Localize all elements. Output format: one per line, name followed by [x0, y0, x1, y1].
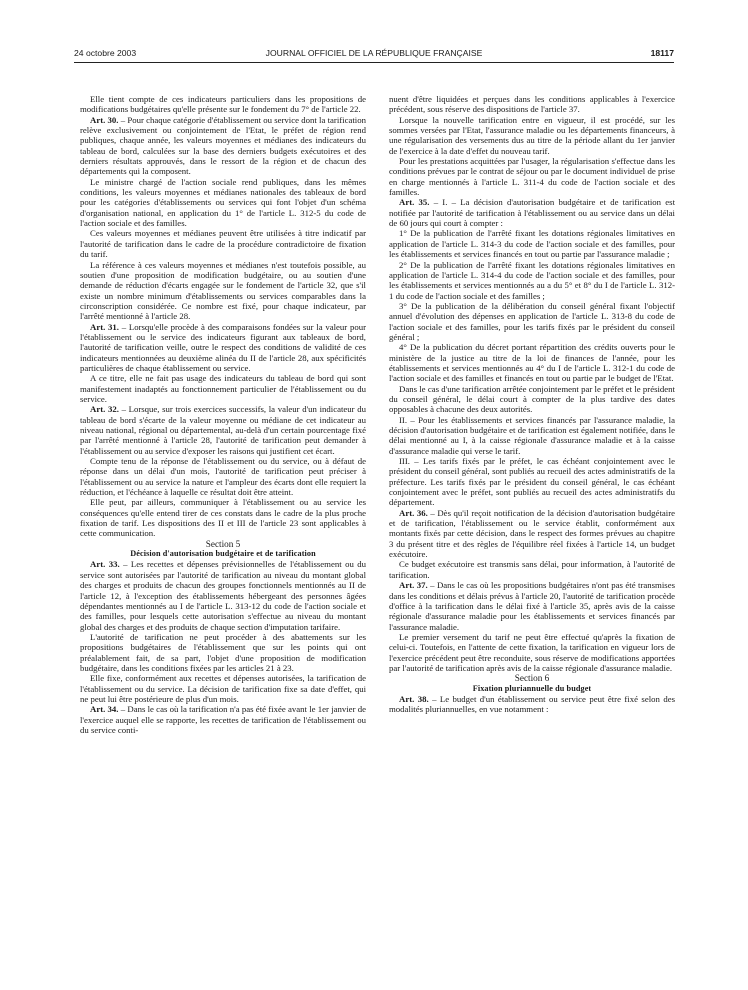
article-33 [80, 559, 366, 631]
paragraph: nuent d'être liquidées et perçues dans les conditions applicables à l'exercice précédent, sous réserve des dispositions de l'article 37. [389, 94, 675, 115]
paragraph: A ce titre, elle ne fait pas usage des indicateurs du tableau de bord qui sont manifestement inadaptés au fonctionnement particulier de l'établissement ou du service. [80, 373, 366, 404]
article-36 [389, 508, 675, 560]
header-page-number: 18117 [650, 48, 674, 58]
article-label: Art. 33. [90, 559, 120, 570]
paragraph: Dans le cas d'une tarification arrêtée conjointement par le préfet et le président du conseil général, le délai court à compter de la plus tardive des dates opposables à chacune des deux autorités. [389, 383, 675, 415]
paragraph: 2° De la publication de l'arrêté fixant les dotations régionales limitatives en application de l'article L. 314-4 du code de l'action sociale et des familles, pour les établissements et services mentionnés au a du 5° et 8° du I de l'article L. 312-1 du code de l'action sociale et des familles ; [389, 259, 675, 301]
article-text: – Lorsqu'elle procède à des comparaisons fondées sur la valeur pour l'établissement ou le service des indicateurs figurant aux tableaux de bord, l'autorité de tarification veille, outre le respect des conditions de validité de ces indicateurs mentionnées au deuxième alinéa du II de l'article 28, aux spécificités particulières de chaque établissement ou service. [80, 321, 366, 373]
article-31 [80, 322, 366, 374]
paragraph: 1° De la publication de l'arrêté fixant les dotations régionales limitatives en application de l'article L. 314-3 du code de l'action sociale et des familles, pour les établissements et services financés en tout ou partie par l'assurance maladie ; [389, 228, 675, 260]
section-title: Décision d'autorisation budgétaire et de tarification [130, 549, 316, 559]
paragraph: Pour les prestations acquittées par l'usager, la régularisation s'effectue dans les conditions prévues par le contrat de séjour ou par le document individuel de prise en charge mentionnés à l'article L. 311-4 du code de l'action sociale et des familles. [389, 156, 675, 198]
page-header [74, 48, 674, 62]
article-text: – Les recettes et dépenses prévisionnelles de l'établissement ou du service sont autorisées par l'autorité de tarification au niveau du montant global des charges et produits de chacun des groupes fonctionnels mentionnés au II de l'article 12, à l'exception des établissements hébergeant des personnes âgées dépendantes mentionnés au I de l'article L. 313-12 du code de l'action sociale et des familles, pour lesquels cette autorisation s'effectue au niveau du montant global des charges et des produits de chaque section d'imputation tarifaire. [80, 559, 366, 632]
article-34 [80, 704, 366, 735]
article-text: – Dans le cas où la tarification n'a pas été fixée avant le 1er janvier de l'exercice auquel elle se rapporte, les recettes de tarification de l'établissement ou du service conti- [80, 704, 366, 735]
article-35 [389, 197, 675, 228]
paragraph: Ce budget exécutoire est transmis sans délai, pour information, à l'autorité de tarification. [389, 559, 675, 580]
article-30 [80, 115, 366, 177]
paragraph: Ces valeurs moyennes et médianes peuvent être utilisées à titre indicatif par l'autorité de tarification dans le cadre de la procédure contradictoire de fixation du tarif. [80, 228, 366, 260]
section-title: Fixation pluriannuelle du budget [472, 683, 592, 693]
paragraph: Compte tenu de la réponse de l'établissement ou du service, ou à défaut de réponse dans un délai d'un mois, l'autorité de tarification peut préciser à l'établissement ou au service la nature et l'ampleur des écarts dont elle requiert la réduction, et l'échéance à laquelle ce résultat doit être atteint. [80, 456, 366, 498]
header-date: 24 octobre 2003 [74, 48, 137, 58]
paragraph: 4° De la publication du décret portant répartition des crédits ouverts pour le ministère de la justice au titre de la loi de finances de l'année, pour les établissements et services mentionnés au 4° du I de l'article L. 312-1 du code de l'action sociale et des familles et financés en tout ou partie par le budget de l'Etat. [389, 342, 675, 384]
section-heading: Section 6 [514, 673, 550, 684]
article-37 [389, 580, 675, 632]
paragraph: 3° De la publication de la délibération du conseil général fixant l'objectif annuel d'évolution des dépenses en application de l'article L. 313-8 du code de l'action sociale et des familles, pour les tarifs fixés par le président du conseil général ; [389, 300, 675, 342]
article-label: Art. 32. [90, 404, 119, 415]
article-label: Art. 30. [90, 114, 119, 125]
article-label: Art. 36. [399, 507, 428, 518]
article-label: Art. 37. [399, 580, 428, 591]
paragraph: Elle fixe, conformément aux recettes et dépenses autorisées, la tarification de l'établissement ou du service. La décision de tarification fixe sa date d'effet, qui ne peut lui être postérieure de plus d'un mois. [80, 673, 366, 704]
paragraph: Lorsque la nouvelle tarification entre en vigueur, il est procédé, sur les sommes versées par l'Etat, l'assurance maladie ou les départements financeurs, à une régularisation des versements dus au titre de la période allant du 1er janvier de l'exercice à la date d'effet du nouveau tarif. [389, 114, 675, 156]
article-text: – Pour chaque catégorie d'établissement ou service dont la tarification relève exclusivement ou conjointement de l'Etat, le préfet de région rend publiques, chaque année, les valeurs moyennes et médianes des indicateurs du tableau de bord, calculées sur la base des derniers budgets exécutoires et des derniers résultats approuvés, dans le ressort de la région et de chacun des départements qui la composent. [80, 114, 366, 177]
paragraph: Le ministre chargé de l'action sociale rend publiques, dans les mêmes conditions, les valeurs moyennes et médianes nationales des tableaux de bord pour les catégories d'établissements ou services qui font l'objet d'un schéma d'organisation national, en application du 1° de l'article L. 312-5 du code de l'action sociale et des familles. [80, 176, 366, 229]
paragraph: III. – Les tarifs fixés par le préfet, le cas échéant conjointement avec le président du conseil général, sont publiés au recueil des actes administratifs de la préfecture. Les tarifs fixés par le président du conseil général, le cas échéant conjointement avec le préfet, sont publiés au recueil des actes administratifs du département. [389, 456, 675, 508]
article-text: – Dès qu'il reçoit notification de la décision d'autorisation budgétaire et de tarification, l'établissement ou le service établit, conformément aux montants fixés par cette décision, dans le respect des formes prévues au chapitre 3 du présent titre et des règles de l'équilibre réel fixées à l'article 14, un budget exécutoire. [389, 507, 675, 560]
right-column [389, 94, 675, 979]
article-text: – Lorsque, sur trois exercices successifs, la valeur d'un indicateur du tableau de bord s'écarte de la valeur moyenne ou médiane de cet indicateur au niveau national, régional ou départemental, au-delà d'un certain pourcentage fixé par l'arrêté mentionné à l'article 28, l'autorité de tarification peut demander à l'établissement ou au service d'exposer les raisons qui justifient cet écart. [80, 404, 366, 456]
paragraph: La référence à ces valeurs moyennes et médianes n'est toutefois possible, au soutien d'une proposition de modification budgétaire, ou au soutien d'une demande de réduction d'écarts engagée sur le fondement de l'article 32, que s'il existe un nombre minimum d'établissements ou services comparables dans la circonscription considérée. Ce nombre est fixé, pour chaque indicateur, par l'arrêté mentionné à l'article 28. [80, 259, 366, 322]
article-32 [80, 404, 366, 456]
section-heading: Section 5 [205, 538, 241, 549]
article-text: – Dans le cas où les propositions budgétaires n'ont pas été transmises dans les conditions et délais prévus à l'article 20, l'autorité de tarification procède d'office à la tarification dans le délai fixé à l'article 35, après avis de la caisse régionale d'assurance maladie pour les établissements et services financés par l'assurance maladie. [389, 580, 675, 632]
article-text: – I. – La décision d'autorisation budgétaire et de tarification est notifiée par l'autorité de tarification à l'établissement ou au service dans un délai de 60 jours qui court à compter : [389, 197, 675, 229]
paragraph: Le premier versement du tarif ne peut être effectué qu'après la fixation de celui-ci. Toutefois, en l'attente de cette fixation, la tarification en vigueur lors de l'exercice précédent peut être reconduite, sous réserve de modifications apportées par l'autorité de tarification après avis de la caisse régionale d'assurance maladie. [389, 631, 675, 673]
header-journal-title: JOURNAL OFFICIEL DE LA RÉPUBLIQUE FRANÇAISE [265, 48, 483, 58]
paragraph: Elle peut, par ailleurs, communiquer à l'établissement ou au service les conséquences qu'elle entend tirer de ces constats dans le cadre de la plus proche fixation de tarif. Les dispositions des II et III de l'article 23 sont applicables à cette communication. [80, 497, 366, 539]
paragraph: II. – Pour les établissements et services financés par l'assurance maladie, la décision d'autorisation budgétaire et de tarification est également notifiée, dans le délai mentionné au I, à la caisse régionale d'assurance maladie et à la caisse d'assurance maladie qui verse le tarif. [389, 414, 675, 456]
article-text: – Le budget d'un établissement ou service peut être fixé selon des modalités pluriannuelles, en vue notamment : [389, 693, 675, 715]
header-rule [74, 62, 674, 63]
paragraph: L'autorité de tarification ne peut procéder à des abattements sur les propositions budgétaires de l'établissement que sur les points qui ont préalablement fait, de sa part, l'objet d'une proposition de modification budgétaire, dans les conditions fixées par les articles 21 à 23. [80, 631, 366, 673]
article-label: Art. 31. [90, 321, 119, 332]
article-38 [389, 694, 675, 715]
article-label: Art. 34. [90, 704, 119, 715]
article-label: Art. 38. [399, 693, 429, 704]
left-column [80, 94, 366, 979]
article-label: Art. 35. [399, 197, 430, 208]
paragraph: Elle tient compte de ces indicateurs particuliers dans les propositions de modifications budgétaires qu'elle présente sur le fondement du 7° de l'article 22. [80, 94, 366, 115]
